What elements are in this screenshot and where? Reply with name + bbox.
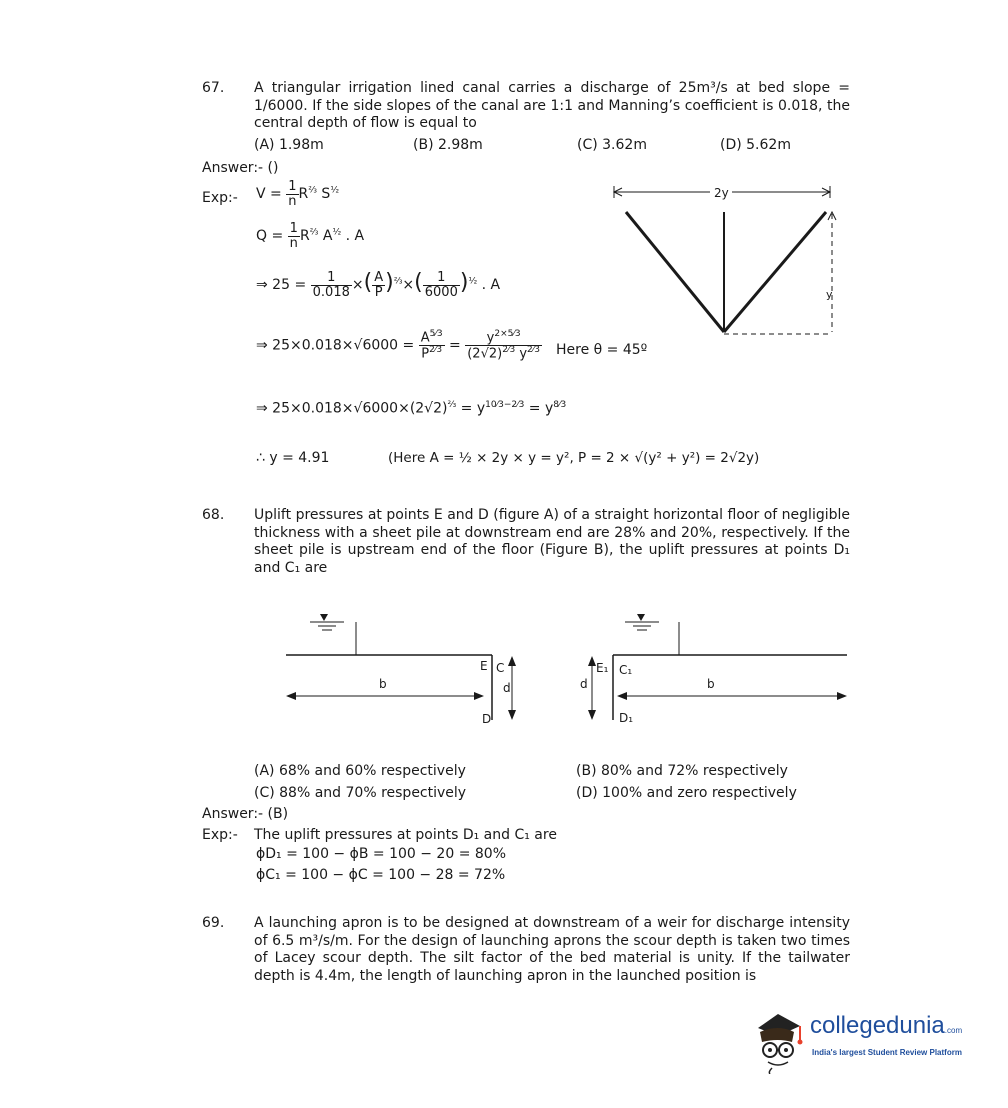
question-67-text: A triangular irrigation lined canal carries a discharge of 25m³/s at bed slope = 1/6000. If the side slopes of the canal are 1:1 and Manning’s coefficient is 0.018, the central depth of flow is equal to (254, 80, 850, 131)
exp-line-2: ϕC₁ = 100 − ϕC = 100 − 28 = 72% (256, 867, 506, 883)
question-69-text: A launching apron is to be designed at downstream of a weir for discharge intensity of 6.5 m³/s/m. For the design of launching aprons the scour depth is taken two times of Lacey scour depth. The silt factor of the bed material is unity. If the tailwater depth is 4.4m, the length of launching apron in the launched position is (254, 915, 850, 984)
option-c: (C) 88% and 70% respectively (254, 785, 467, 801)
label-2y: 2y (714, 186, 729, 200)
option-b: (B) 2.98m (413, 137, 483, 153)
figure-a (282, 610, 532, 730)
exp-label-68: Exp:- (202, 827, 238, 843)
option-b: (B) 80% and 72% respectively (576, 763, 788, 779)
label-e: E (480, 659, 488, 673)
triangle-canal-figure (606, 182, 846, 342)
question-number: 68. (202, 507, 225, 523)
label-c: C (496, 661, 505, 675)
figure-b (575, 610, 855, 730)
logo-wordmark (810, 1012, 962, 1040)
logo-name: collegedunia (810, 1012, 945, 1039)
label-y: y (826, 288, 833, 301)
label-c1: C₁ (619, 663, 633, 677)
question-number: 67. (202, 80, 225, 96)
equation-discharge: Q = $\frac{1}{n}$ $R^{\frac{2}{3}}$ $A^{\frac{1}{2}}$ . A (256, 221, 365, 251)
answer-67: Answer:- () (202, 160, 279, 176)
collegedunia-logo (748, 1008, 984, 1078)
exp-label-67: Exp:- (202, 190, 238, 206)
label-d-depth: d (503, 681, 511, 695)
exp-line-1: ϕD₁ = 100 − ϕB = 100 − 20 = 80% (256, 846, 506, 862)
logo-suffix: .com (944, 1026, 963, 1035)
question-text (254, 915, 850, 985)
question-text (254, 507, 850, 577)
option-a: (A) 1.98m (254, 137, 324, 153)
equation-velocity: V = $\frac{1}{n}$ $R^{\frac{2}{3}}$ $S^{\frac{1}{2}}$ (256, 179, 340, 209)
label-d1: D₁ (619, 711, 634, 725)
question-number: 69. (202, 915, 225, 931)
mascot-icon (748, 1008, 808, 1074)
result-y: ∴ y = 4.91 (256, 450, 330, 466)
equation-step-3: ⇒ $25\times 0.018\times√6000\times(2√2)^{\frac{2}{3}} = y^{10⁄3-2⁄3} = y^{8⁄3}$ (256, 400, 567, 417)
label-b: b (707, 677, 715, 691)
option-c: (C) 3.62m (577, 137, 647, 153)
label-d-depth: d (580, 677, 588, 691)
question-text (254, 80, 850, 133)
label-b: b (379, 677, 387, 691)
label-e1: E₁ (596, 661, 609, 675)
answer-68: Answer:- (B) (202, 806, 289, 822)
equation-step-1: ⇒ 25 = $\frac{1}{0.018}$ ×( $\frac{A}{P}$ )$^{\frac{2}{3}}$×( $\frac{1}{6000}$ )$^{\frac{1}{2}}$ . A (256, 269, 501, 300)
equation-step-2: ⇒ 25×0.018×√6000 = $\frac{A^{5⁄3}}{P^{2⁄3}}$ = $\frac{y^{2\times 5⁄3}}{(2√2)^{2⁄3} y^{2⁄3}}$ (256, 329, 540, 362)
logo-tagline: India's largest Student Review Platform (812, 1048, 962, 1057)
option-d: (D) 5.62m (720, 137, 791, 153)
option-d: (D) 100% and zero respectively (576, 785, 797, 801)
here-note: (Here A = ½ × 2y × y = y², P = 2 × √(y² + y²) = 2√2y) (388, 450, 760, 466)
angle-note: Here θ = 45º (556, 342, 648, 358)
question-68-text: Uplift pressures at points E and D (figure A) of a straight horizontal floor of negligible thickness with a sheet pile at downstream end are 28% and 20%, respectively. If the sheet pile is upstream end of the floor (Figure B), the uplift pressures at points D₁ and C₁ are (254, 507, 850, 576)
label-d-point: D (482, 712, 492, 726)
option-a: (A) 68% and 60% respectively (254, 763, 466, 779)
exp-text-68: The uplift pressures at points D₁ and C₁ are (254, 827, 557, 843)
